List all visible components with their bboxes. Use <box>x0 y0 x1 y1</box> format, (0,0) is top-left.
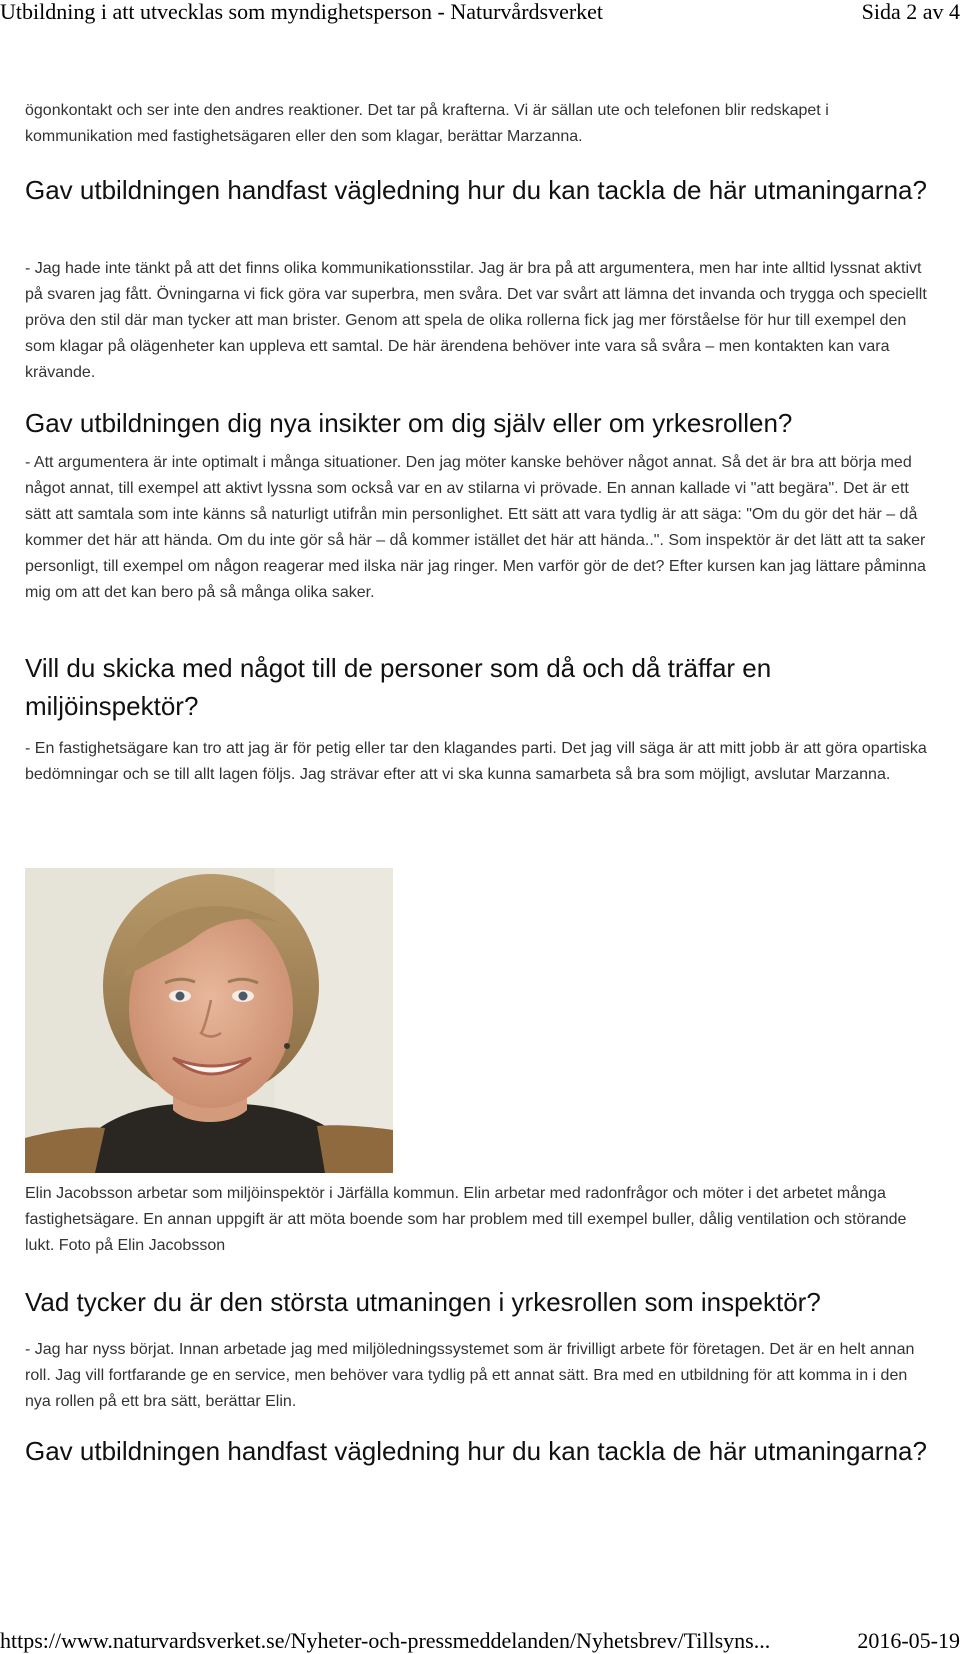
print-footer-url: https://www.naturvardsverket.se/Nyheter-och-pressmeddelanden/Nyhetsbrev/Tillsyns... <box>0 1628 771 1653</box>
print-footer-date: 2016-05-19 <box>857 1628 960 1653</box>
heading-practical-guidance-repeat: Gav utbildningen handfast vägledning hur du kan tackla de här utmaningarna? <box>25 1436 927 1466</box>
print-footer <box>0 1628 960 1654</box>
paragraph-communication-styles: - Jag hade inte tänkt på att det finns olika kommunikationsstilar. Jag är bra på att argumentera, men har inte alltid lyssnat aktivt på svaren jag fått. Övningarna vi fick göra var superbra, men svåra. Det var svårt att lämna det invanda och trygga och speciellt pröva den stil där man tycker att man brister. Genom att spela de olika rollerna fick jag mer förståelse för hur till exempel den som klagar på olägenheter kan uppleva ett samtal. De här ärendena behöver inte vara så svåra – men kontakten kan vara krävande. <box>25 260 927 381</box>
heading-practical-guidance: Gav utbildningen handfast vägledning hur du kan tackla de här utmaningarna? <box>25 175 927 205</box>
paragraph-argumentation: - Att argumentera är inte optimalt i många situationer. Den jag möter kanske behöver något annat. Så det är bra att börja med något annat, till exempel att aktivt lyssna som också var en av stilarna vi prövade. En annan kallade vi "att begära". Det är ett sätt att samtala som inte känns så naturligt utifrån min personlighet. Ett sätt att vara tydlig är att säga: "Om du gör det här – då kommer det här att hända. Om du inte gör så här – då kommer istället det här att hända..". Som inspektör är det lätt att ta saker personligt, till exempel om någon reagerar med ilska när jag ringer. Men varför gör de det? Efter kursen kan jag lättare påminna mig om att det kan bero på så många olika saker. <box>25 454 926 601</box>
heading-message-to-people: Vill du skicka med något till de personer som då och då träffar en miljöinspektör? <box>25 653 772 721</box>
heading-biggest-challenge: Vad tycker du är den största utmaningen i yrkesrollen som inspektör? <box>25 1287 821 1317</box>
print-header-title: Utbildning i att utvecklas som myndighetsperson - Naturvårdsverket <box>0 0 604 24</box>
paragraph-closing-marzanna: - En fastighetsägare kan tro att jag är för petig eller tar den klagandes parti. Det jag vill säga är att mitt jobb är att göra opartiska bedömningar och se till allt lagen följs. Jag strävar efter att vi ska kunna samarbeta så bra som möjligt, avslutar Marzanna. <box>25 740 927 783</box>
paragraph-elin-answer: - Jag har nyss börjat. Innan arbetade jag med miljöledningssystemet som är frivilligt arbete för företagen. Det är en helt annan roll. Jag vill fortfarande ge en service, men behöver vara tydlig på ett annat sätt. Bra med en utbildning för att komma in i den nya rollen på ett bra sätt, berättar Elin. <box>25 1341 915 1410</box>
portrait-illustration <box>25 868 393 1173</box>
heading-new-insights: Gav utbildningen dig nya insikter om dig själv eller om yrkesrollen? <box>25 408 793 438</box>
print-header <box>0 0 960 24</box>
portrait-photo <box>25 868 393 1173</box>
print-header-page-number: Sida 2 av 4 <box>861 0 960 24</box>
paragraph-intro: ögonkontakt och ser inte den andres reaktioner. Det tar på krafterna. Vi är sällan ute och telefonen blir redskapet i kommunikation med fastighetsägaren eller den som klagar, berättar Marzanna. <box>25 102 829 145</box>
photo-caption: Elin Jacobsson arbetar som miljöinspektör i Järfälla kommun. Elin arbetar med radonfrågor och möter i det arbetet många fastighetsägare. En annan uppgift är att möta boende som har problem med till exempel buller, dålig ventilation och störande lukt. Foto på Elin Jacobsson <box>25 1185 907 1254</box>
